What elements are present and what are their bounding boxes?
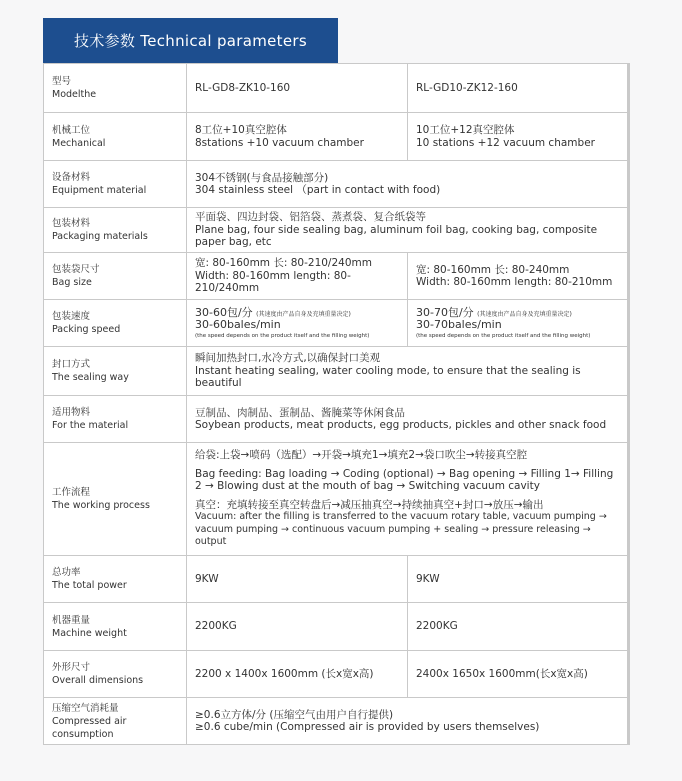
cell-text: 给袋:上袋→喷码（选配）→开袋→填充1→填充2→袋口吹尘→转接真空腔 <box>195 449 528 462</box>
cell-text: 真空：充填转接至真空转盘后→减压抽真空→持续抽真空+封口→放压→输出 <box>195 498 544 511</box>
value-cell-model-2 <box>408 651 629 698</box>
value-cell <box>187 161 629 208</box>
cell-text: 2200KG <box>195 620 237 633</box>
cell-text: ≥0.6立方体/分 (压缩空气由用户自行提供) <box>195 708 394 721</box>
value-cell <box>187 698 629 745</box>
value-cell <box>187 208 629 253</box>
value-cell-model-1 <box>187 603 408 651</box>
label-en: Modelthe <box>52 89 97 100</box>
cell-text: 10 stations +12 vacuum chamber <box>416 136 595 149</box>
value-cell-model-2 <box>408 556 629 603</box>
value-cell-model-1 <box>187 651 408 698</box>
spec-row <box>44 208 629 253</box>
row-label <box>44 64 187 113</box>
label-zh: 总功率 <box>52 567 81 578</box>
spec-row <box>44 556 629 603</box>
value-cell-model-1 <box>187 253 408 300</box>
label-zh: 外形尺寸 <box>52 662 91 673</box>
cell-text: 304 stainless steel （part in contact with food) <box>195 184 441 196</box>
value-cell <box>187 443 629 556</box>
cell-text: 9KW <box>416 572 440 585</box>
label-en: Compressed air consumption <box>52 715 127 740</box>
cell-text: 2400x 1650x 1600mm(长x宽x高) <box>416 667 588 680</box>
value-cell-model-2 <box>408 300 629 347</box>
cell-text: 瞬间加热封口,水冷方式,以确保封口美观 <box>195 352 381 365</box>
section-title: 技术参数 Technical parameters <box>43 18 338 63</box>
cell-text: Vacuum: after the filling is transferred to the vacuum rotary table, vacuum pumping → vacuum pumping → continuous vacuum pumping + sealing → pressure releasing → output <box>195 511 607 548</box>
row-label <box>44 396 187 443</box>
label-zh: 包装速度 <box>52 311 91 322</box>
spec-row <box>44 300 629 347</box>
spec-row <box>44 603 629 651</box>
cell-text: 304不锈钢(与食品接触部分) <box>195 171 329 184</box>
spec-row <box>44 347 629 396</box>
spec-row <box>44 161 629 208</box>
label-en: Packing speed <box>52 324 121 335</box>
row-label <box>44 556 187 603</box>
spec-row <box>44 396 629 443</box>
label-zh: 适用物料 <box>52 407 91 418</box>
cell-text: 宽: 80-160mm 长: 80-210/240mm <box>195 257 372 270</box>
speed-note: (其速度由产品自身及充填重量决定) <box>256 310 351 318</box>
speed-note-en: (the speed depends on the product itself and the filling weight) <box>195 332 370 339</box>
cell-text: 9KW <box>195 572 219 585</box>
cell-text: 平面袋、四边封袋、铝箔袋、蒸煮袋、复合纸袋等 <box>195 211 426 224</box>
cell-text: 30-70包/分 <box>416 305 474 319</box>
cell-text: Width: 80-160mm length: 80-210/240mm <box>195 269 351 295</box>
cell-text: RL-GD8-ZK10-160 <box>195 81 291 94</box>
spec-table <box>43 63 630 745</box>
row-label <box>44 443 187 556</box>
spec-row <box>44 651 629 698</box>
cell-text: 豆制品、肉制品、蛋制品、酱腌菜等休闲食品 <box>195 406 405 419</box>
label-zh: 设备材料 <box>52 172 91 183</box>
row-label <box>44 300 187 347</box>
label-en: Machine weight <box>52 627 127 639</box>
cell-text: ≥0.6 cube/min (Compressed air is provided by users themselves) <box>195 721 540 733</box>
label-en: Bag size <box>52 277 92 288</box>
row-label <box>44 161 187 208</box>
cell-text: 30-60包/分 <box>195 305 253 319</box>
spec-row <box>44 253 629 300</box>
row-label <box>44 603 187 651</box>
label-en: Packaging materials <box>52 231 148 242</box>
spec-row <box>44 698 629 745</box>
cell-text: RL-GD10-ZK12-160 <box>416 81 518 94</box>
cell-text: 10工位+12真空腔体 <box>416 124 515 136</box>
cell-text: 8stations +10 vacuum chamber <box>195 136 364 149</box>
value-cell-model-1 <box>187 556 408 603</box>
label-en: Mechanical <box>52 137 106 149</box>
row-label <box>44 651 187 698</box>
row-label <box>44 253 187 300</box>
cell-text: 2200KG <box>416 620 458 633</box>
label-en: Equipment material <box>52 185 147 196</box>
cell-text: 宽: 80-160mm 长: 80-240mm <box>416 263 570 276</box>
label-en: The working process <box>52 500 150 511</box>
value-cell-model-2 <box>408 253 629 300</box>
label-zh: 包装材料 <box>52 218 91 229</box>
cell-text: Instant heating sealing, water cooling mode, to ensure that the sealing is beautiful <box>195 364 581 390</box>
label-zh: 包装袋尺寸 <box>52 264 100 275</box>
spec-row <box>44 64 629 113</box>
row-label <box>44 698 187 745</box>
label-en: Overall dimensions <box>52 675 144 686</box>
value-cell <box>187 347 629 396</box>
row-label <box>44 113 187 161</box>
label-en: For the material <box>52 420 129 431</box>
cell-text: 2200 x 1400x 1600mm (长x宽x高) <box>195 667 374 680</box>
label-zh: 机械工位 <box>52 124 91 136</box>
row-label <box>44 208 187 253</box>
cell-text: Soybean products, meat products, egg products, pickles and other snack food <box>195 419 607 431</box>
cell-text: Plane bag, four side sealing bag, aluminum foil bag, cooking bag, composite paper bag, etc <box>195 223 598 249</box>
value-cell-model-1 <box>187 113 408 161</box>
label-en: The sealing way <box>52 372 129 383</box>
cell-text: 8工位+10真空腔体 <box>195 124 287 136</box>
spec-row <box>44 443 629 556</box>
row-label <box>44 347 187 396</box>
spec-row <box>44 113 629 161</box>
value-cell-model-2 <box>408 113 629 161</box>
label-zh: 压缩空气消耗量 <box>52 702 119 714</box>
value-cell-model-2 <box>408 603 629 651</box>
cell-text: Bag feeding: Bag loading → Coding (optional) → Bag opening → Filling 1→ Filling 2 → Blowing dust at the mouth of bag → Switching vacuum cavity <box>195 467 614 493</box>
value-cell <box>187 396 629 443</box>
cell-text: 30-70bales/min <box>416 318 502 331</box>
label-zh: 工作流程 <box>52 487 91 498</box>
label-zh: 封口方式 <box>52 359 91 370</box>
label-zh: 机器重量 <box>52 614 91 626</box>
value-cell-model-2 <box>408 64 629 113</box>
label-zh: 型号 <box>52 76 72 87</box>
speed-note-en: (the speed depends on the product itself and the filling weight) <box>416 332 591 339</box>
label-en: The total power <box>52 580 127 591</box>
cell-text: Width: 80-160mm length: 80-210mm <box>416 276 613 288</box>
value-cell-model-1 <box>187 64 408 113</box>
cell-text: 30-60bales/min <box>195 318 281 331</box>
speed-note: (其速度由产品自身及充填重量决定) <box>477 310 572 318</box>
value-cell-model-1 <box>187 300 408 347</box>
